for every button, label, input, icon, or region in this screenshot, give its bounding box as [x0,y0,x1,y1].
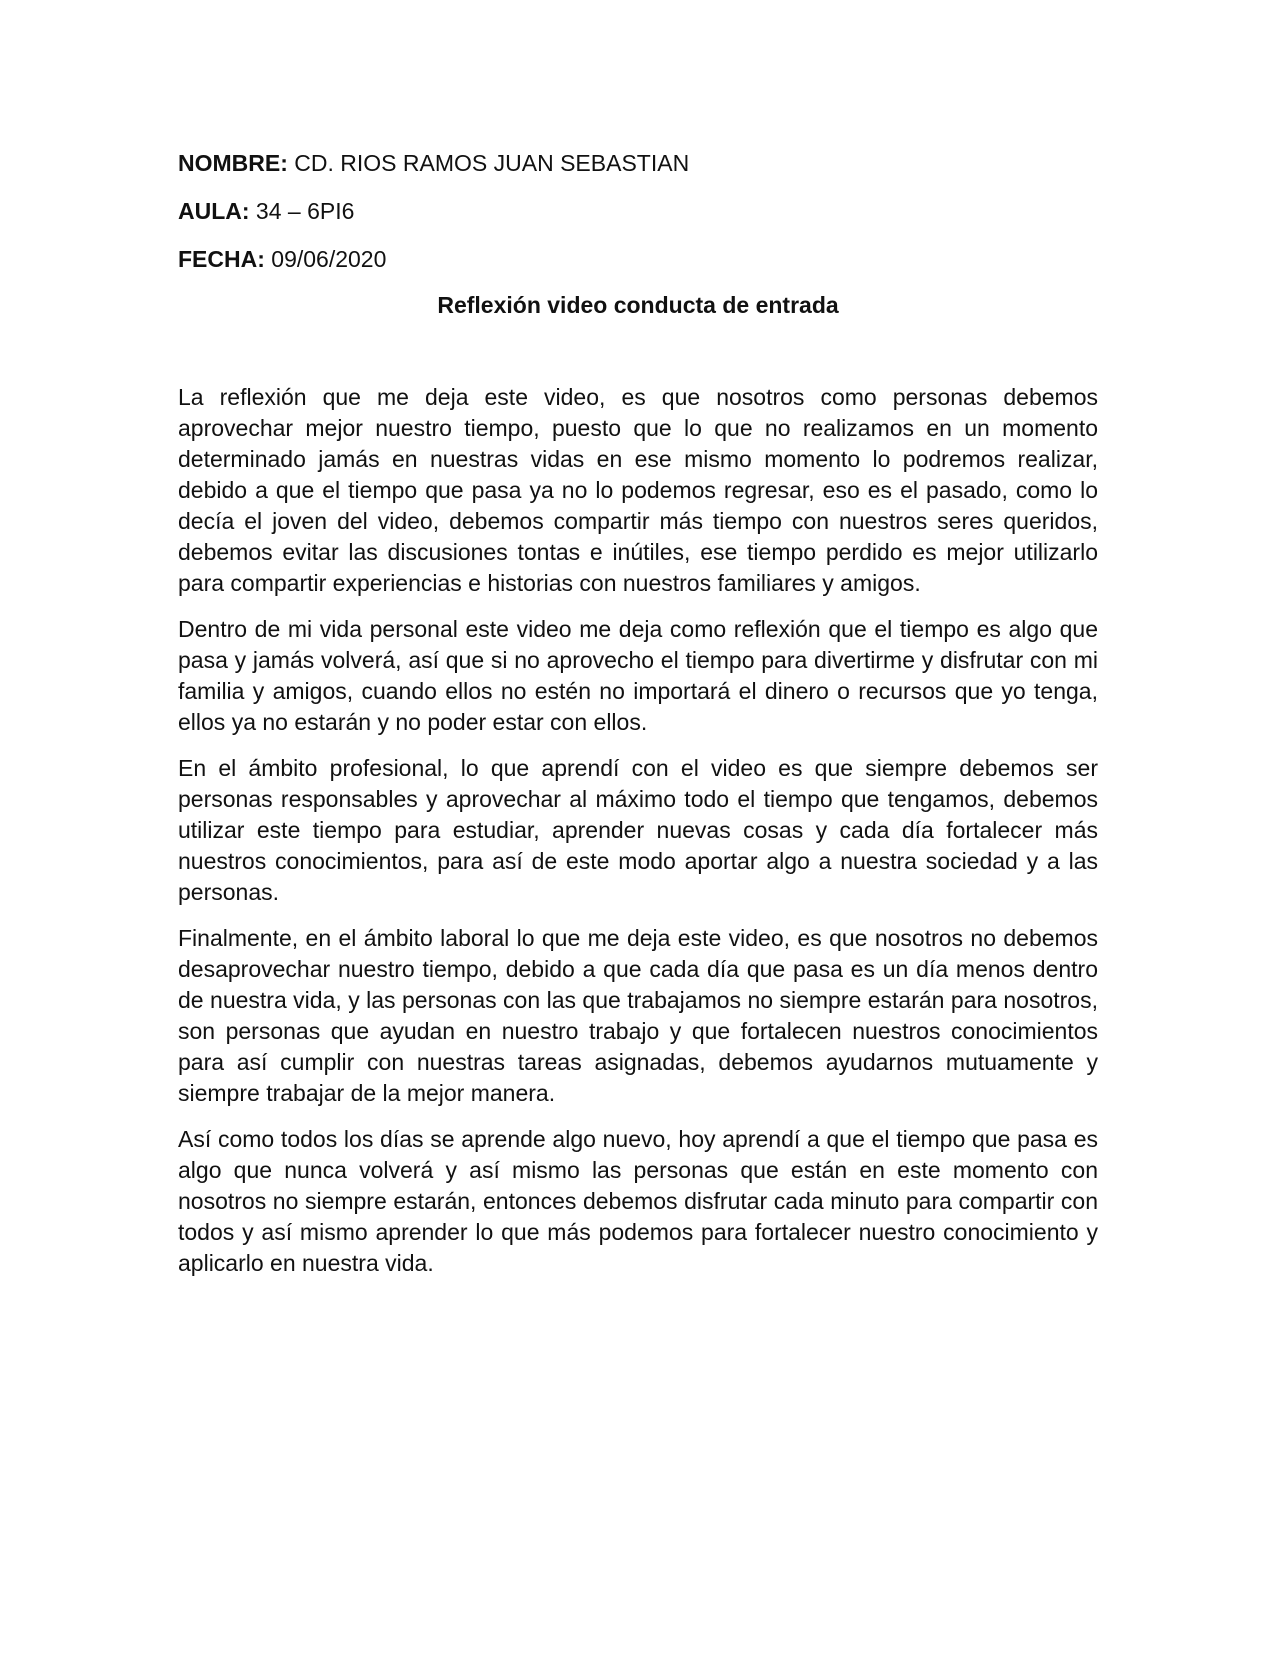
paragraph: Finalmente, en el ámbito laboral lo que me deja este video, es que nosotros no debemos desaprovechar nuestro tiempo, debido a que cada día que pasa es un día menos dentro de nuestra vida, y las personas con las que trabajamos no siempre estarán para nosotros, son personas que ayudan en nuestro trabajo y que fortalecen nuestros conocimientos para así cumplir con nuestras tareas asignadas, debemos ayudarnos mutuamente y siempre trabajar de la mejor manera. [178,925,1098,1106]
document-page [178,148,1098,1294]
aula-value: 34 – 6PI6 [249,198,355,224]
aula-label: AULA: [178,198,250,224]
paragraph: La reflexión que me deja este video, es que nosotros como personas debemos aprovechar mejor nuestro tiempo, puesto que lo que no realizamos en un momento determinado jamás en nuestras vidas en ese mismo momento lo podremos realizar, debido a que el tiempo que pasa ya no lo podemos regresar, eso es el pasado, como lo decía el joven del video, debemos compartir más tiempo con nuestros seres queridos, debemos evitar las discusiones tontas e inútiles, ese tiempo perdido es mejor utilizarlo para compartir experiencias e historias con nuestros familiares y amigos. [178,384,1098,596]
paragraph: En el ámbito profesional, lo que aprendí con el video es que siempre debemos ser personas responsables y aprovechar al máximo todo el tiempo que tengamos, debemos utilizar este tiempo para estudiar, aprender nuevas cosas y cada día fortalecer más nuestros conocimientos, para así de este modo aportar algo a nuestra sociedad y a las personas. [178,755,1098,905]
aula-field [178,196,1098,226]
fecha-value: 09/06/2020 [264,246,387,272]
fecha-label: FECHA: [178,246,265,272]
fecha-field [178,244,1098,274]
document-body [178,382,1098,1279]
name-value: CD. RIOS RAMOS JUAN SEBASTIAN [287,150,690,176]
name-field [178,148,1098,178]
paragraph: Dentro de mi vida personal este video me deja como reflexión que el tiempo es algo que pasa y jamás volverá, así que si no aprovecho el tiempo para divertirme y disfrutar con mi familia y amigos, cuando ellos no estén no importará el dinero o recursos que yo tenga, ellos ya no estarán y no poder estar con ellos. [178,616,1098,735]
document-title: Reflexión video conducta de entrada [437,292,839,318]
name-label: NOMBRE: [178,150,288,176]
paragraph: Así como todos los días se aprende algo nuevo, hoy aprendí a que el tiempo que pasa es algo que nunca volverá y así mismo las personas que están en este momento con nosotros no siempre estarán, entonces debemos disfrutar cada minuto para compartir con todos y así mismo aprender lo que más podemos para fortalecer nuestro conocimiento y aplicarlo en nuestra vida. [178,1126,1098,1276]
